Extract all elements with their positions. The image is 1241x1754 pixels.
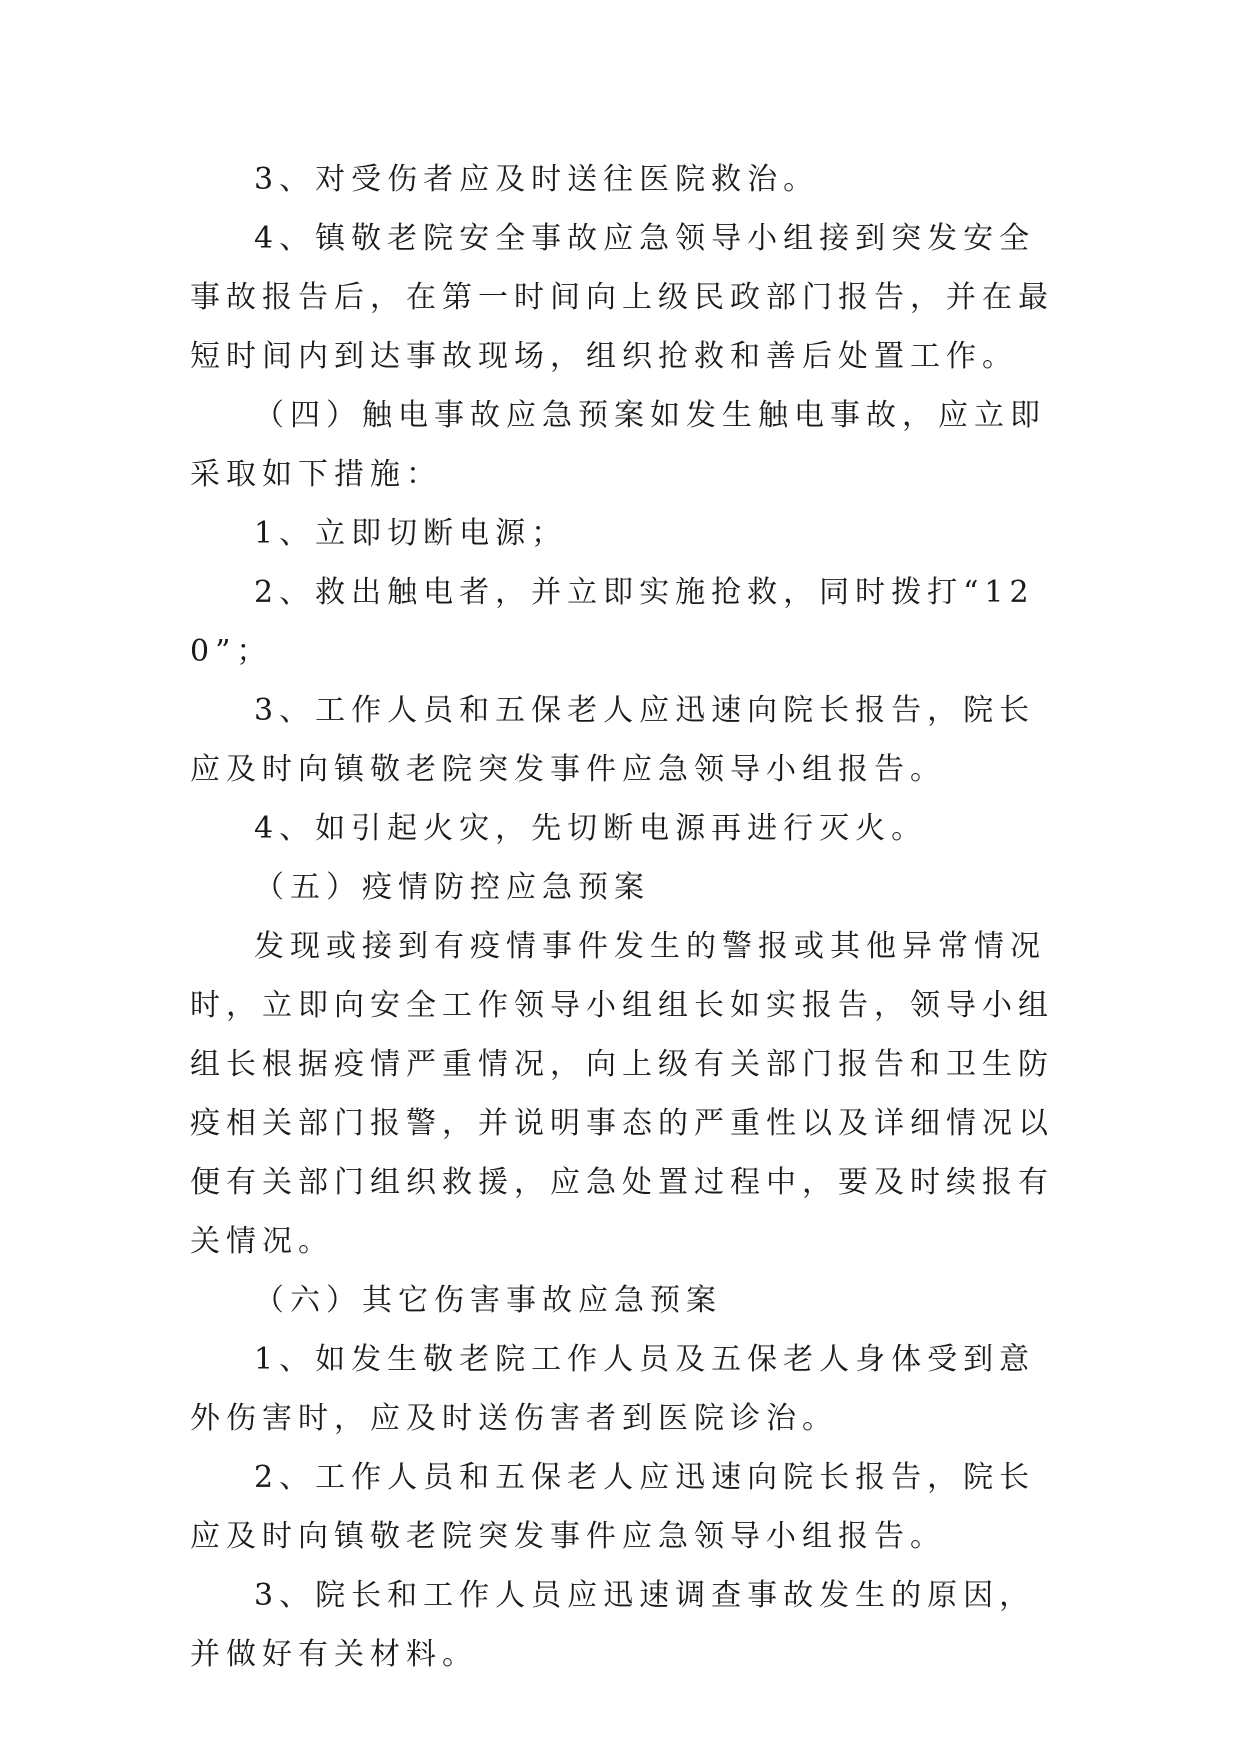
paragraph-leadership-report: 4、镇敬老院安全事故应急领导小组接到突发安全事故报告后，在第一时间向上级民政部门报告，并在最短时间内到达事故现场，组织抢救和善后处置工作。 [190, 221, 1054, 374]
paragraph-injured-to-hospital: 3、对受伤者应及时送往医院救治。 [254, 162, 820, 197]
paragraph-rescue-call-120: 2、救出触电者，并立即实施抢救，同时拨打“120”； [190, 575, 1035, 669]
paragraph-fire-response: 4、如引起火灾，先切断电源再进行灭火。 [254, 811, 928, 846]
section-heading-electric-shock: （四）触电事故应急预案如发生触电事故，应立即采取如下措施： [190, 398, 1046, 492]
document-body [190, 150, 1070, 1684]
paragraph-accidental-injury: 1、如发生敬老院工作人员及五保老人身体受到意外伤害时，应及时送伤害者到医院诊治。 [190, 1342, 1036, 1436]
paragraph-staff-report: 2、工作人员和五保老人应迅速向院长报告，院长应及时向镇敬老院突发事件应急领导小组报告。 [190, 1460, 1036, 1554]
paragraph-investigate-cause: 3、院长和工作人员应迅速调查事故发生的原因，并做好有关材料。 [190, 1578, 1036, 1672]
paragraph-report-to-director: 3、工作人员和五保老人应迅速向院长报告，院长应及时向镇敬老院突发事件应急领导小组报告。 [190, 693, 1036, 787]
paragraph-cut-power: 1、立即切断电源； [254, 516, 568, 551]
section-heading-other-injury: （六）其它伤害事故应急预案 [254, 1283, 722, 1318]
paragraph-epidemic-report: 发现或接到有疫情事件发生的警报或其他异常情况时，立即向安全工作领导小组组长如实报告，领导小组组长根据疫情严重情况，向上级有关部门报告和卫生防疫相关部门报警，并说明事态的严重性以及详细情况以便有关部门组织救援，应急处置过程中，要及时续报有关情况。 [190, 929, 1054, 1259]
section-heading-epidemic: （五）疫情防控应急预案 [254, 870, 650, 905]
